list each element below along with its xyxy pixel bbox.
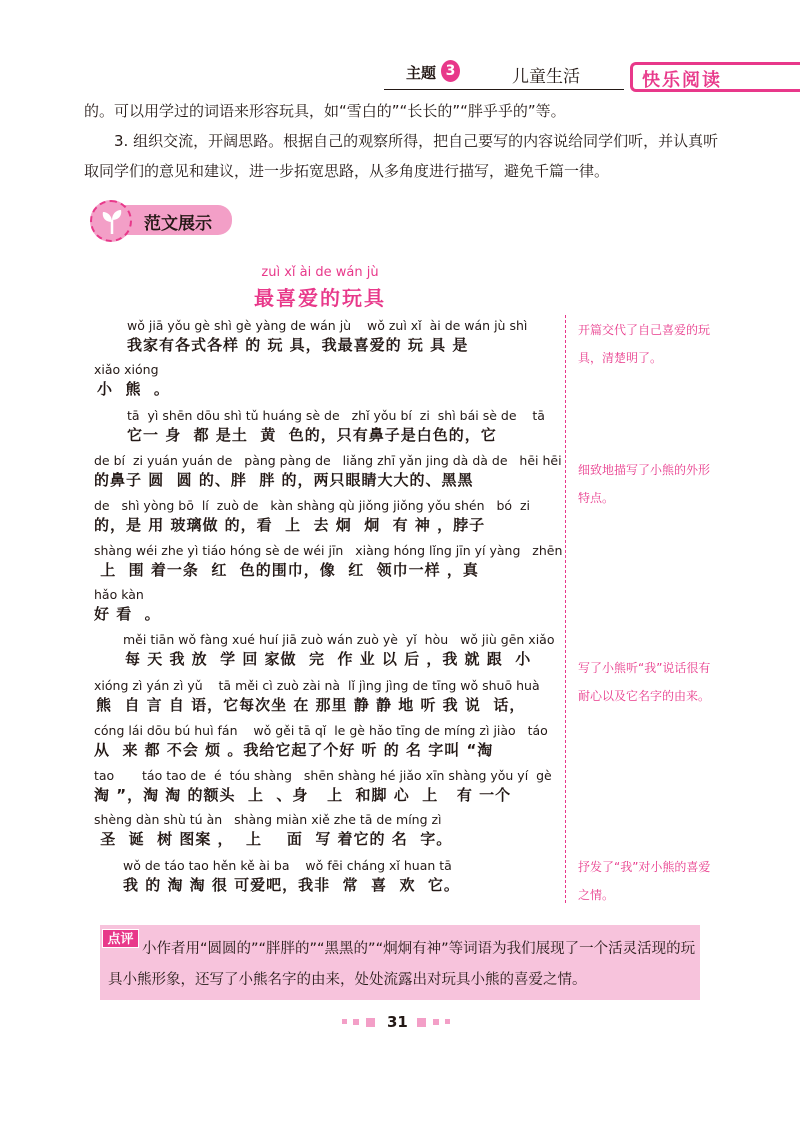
essay-title: 最喜爱的玩具 (254, 286, 386, 310)
title-pinyin: zuì xǐ ài de wán jù (261, 265, 379, 280)
footer-square-icon (353, 1019, 359, 1025)
footer-square-icon (417, 1018, 426, 1027)
theme-number-badge: 3 (441, 60, 460, 82)
line-hanzi: 从 来 都 不会 烦 。我给它起了个好 听 的 名 字叫 “淘 (94, 741, 494, 759)
page-footer (330, 1013, 470, 1033)
line-pinyin: xiǎo xióng (94, 362, 159, 377)
section-tab-label: 快乐阅读 (642, 70, 722, 91)
section-badge-label: 范文展示 (144, 214, 212, 234)
line-pinyin: de shì yòng bō lí zuò de kàn shàng qù jiǒng jiǒng yǒu shén bó zi (94, 498, 531, 513)
footer-square-icon (366, 1018, 375, 1027)
line-pinyin: wǒ de táo tao hěn kě ài ba wǒ fēi cháng xǐ huan tā (123, 858, 452, 873)
section-badge-icon (90, 200, 132, 242)
footer-square-icon (433, 1019, 439, 1025)
line-pinyin: xióng zì yán zì yǔ tā měi cì zuò zài nà lǐ jìng jìng de tīng wǒ shuō huà (94, 678, 540, 693)
line-hanzi: 的鼻子 圆 圆 的、胖 胖 的，两只眼睛大大的、黑黑 (94, 471, 474, 489)
line-hanzi: 我家有各式各样 的 玩 具，我最喜爱的 玩 具 是 (127, 336, 469, 354)
line-pinyin: tao táo tao de é tóu shàng shēn shàng hé jiǎo xīn shàng yǒu yí gè (94, 768, 552, 783)
line-hanzi: 的，是 用 玻璃做 的，看 上 去 炯 炯 有 神 ，脖子 (94, 516, 486, 534)
line-hanzi: 小 熊 。 (97, 380, 170, 398)
line-hanzi: 熊 自 言 自 语，它每次坐 在 那里 静 静 地 听 我 说 话， (96, 696, 526, 714)
theme-name: 儿童生活 (512, 67, 580, 87)
line-pinyin: měi tiān wǒ fàng xué huí jiā zuò wán zuò yè yǐ hòu wǒ jiù gēn xiǎo (123, 632, 555, 647)
annotation-note: 开篇交代了自己喜爱的玩具，清楚明了。 (578, 323, 711, 365)
page-header (0, 0, 800, 100)
line-pinyin: hǎo kàn (94, 587, 144, 602)
line-pinyin: shèng dàn shù tú àn shàng miàn xiě zhe tā de míng zì (94, 812, 442, 827)
line-hanzi: 我 的 淘 淘 很 可爱吧，我非 常 喜 欢 它。 (123, 876, 460, 894)
line-pinyin: shàng wéi zhe yì tiáo hóng sè de wéi jīn xiàng hóng lǐng jīn yí yàng zhēn (94, 543, 563, 558)
theme-label: 主题 (406, 64, 437, 82)
footer-square-icon (445, 1019, 450, 1024)
line-pinyin: wǒ jiā yǒu gè shì gè yàng de wán jù wǒ zuì xǐ ài de wán jù shì (127, 318, 528, 333)
line-hanzi: 上 围 着一条 红 色的围巾，像 红 领巾一样 ，真 (94, 561, 479, 579)
line-pinyin: tā yì shēn dōu shì tǔ huáng sè de zhǐ yǒu bí zi shì bái sè de tā (127, 408, 545, 423)
line-hanzi: 它一 身 都 是土 黄 色的，只有鼻子是白色的，它 (127, 426, 497, 444)
header-underline (384, 89, 624, 90)
comment-text: 小作者用“圆圆的”“胖胖的”“黑黑的”“炯炯有神”等词语为我们展现了一个活灵活现的玩具小熊形象，还写了小熊名字的由来，处处流露出对玩具小熊的喜爱之情。 (108, 941, 696, 988)
line-hanzi: 淘 ”，淘 淘 的额头 上 、身 上 和脚 心 上 有 一个 (94, 786, 512, 804)
sprout-icon (100, 208, 124, 236)
line-pinyin: cóng lái dōu bú huì fán wǒ gěi tā qǐ le gè hǎo tīng de míng zì jiào táo (94, 723, 548, 738)
annotation-note: 写了小熊听“我”说话很有耐心以及它名字的由来。 (578, 661, 711, 703)
intro-paragraph-1: 的。可以用学过的词语来形容玩具，如“雪白的”“长长的”“胖乎乎的”等。 (84, 102, 566, 120)
comment-tag: 点评 (102, 929, 139, 948)
annotation-note: 抒发了“我”对小熊的喜爱之情。 (578, 860, 711, 902)
line-hanzi: 每 天 我 放 学 回 家做 完 作 业 以 后 ，我 就 跟 小 (125, 650, 532, 668)
annotation-note: 细致地描写了小熊的外形特点。 (578, 463, 711, 505)
line-hanzi: 好 看 。 (94, 605, 161, 623)
annotation-divider (565, 315, 566, 903)
intro-paragraph-2: 3. 组织交流，开阔思路。根据自己的观察所得，把自己要写的内容说给同学们听，并认真听取同学们的意见和建议，进一步拓宽思路，从多角度进行描写，避免千篇一律。 (84, 132, 719, 180)
section-tab (630, 62, 800, 92)
line-hanzi: 圣 诞 树 图案 ， 上 面 写 着它的 名 字。 (94, 830, 453, 848)
page-number: 31 (387, 1013, 408, 1031)
line-pinyin: de bí zi yuán yuán de pàng pàng de liǎng zhī yǎn jing dà dà de hēi hēi (94, 453, 562, 468)
footer-square-icon (342, 1019, 347, 1024)
